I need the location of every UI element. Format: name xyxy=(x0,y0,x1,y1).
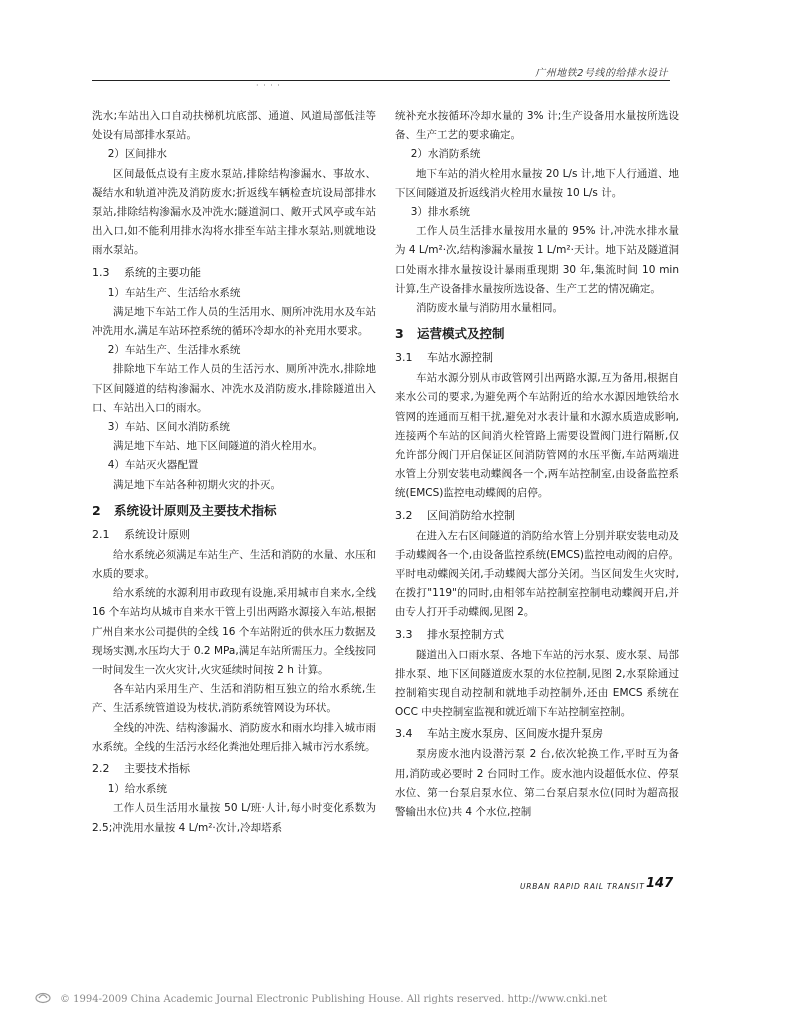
heading-number: 3.2 xyxy=(395,508,413,522)
list-item-heading: 1）车站生产、生活给水系统 xyxy=(107,286,241,299)
heading-number: 2 xyxy=(92,502,101,518)
heading-text: 运营模式及控制 xyxy=(417,326,505,342)
heading-number: 1.3 xyxy=(92,265,110,279)
subsection-heading xyxy=(395,506,679,525)
paragraph: 给水系统必须满足车站生产、生活和消防的水量、水压和水质的要求。 xyxy=(92,548,376,581)
paragraph: 隧道出入口雨水泵、各地下车站的污水泵、废水泵、局部排水泵、地下区间隧道废水泵的水位控制,见图 2,水泵除通过控制箱实现自动控制和就地手动控制外,还由 EMCS 系统在 OCC 中央控制室监视和就近端下车站控制室控制。 xyxy=(395,648,679,719)
paragraph: 消防废水量与消防用水量相同。 xyxy=(416,302,563,315)
list-item-heading: 3）车站、区间水消防系统 xyxy=(107,421,230,434)
paragraph: 统补充水按循环冷却水量的 3% 计;生产设备用水量按所选设备、生产工艺的要求确定。 xyxy=(395,110,679,142)
paragraph: 满足地下车站各种初期火灾的扑灭。 xyxy=(113,478,281,491)
copyright-line: © 1994-2009 China Academic Journal Electronic Publishing House. All rights reserved. http://www.cnki.net xyxy=(60,994,608,1005)
heading-text: 系统的主要功能 xyxy=(124,265,201,279)
paragraph: 地下车站的消火栓用水量按 20 L/s 计,地下人行通道、地下区间隧道及折返线消火栓用水量按 10 L/s 计。 xyxy=(395,167,679,199)
paragraph: 工作人员生活用水量按 50 L/班·人计,每小时变化系数为 2.5;冲洗用水量按 4 L/m²·次计,冷却塔系 xyxy=(92,802,376,834)
list-item-heading: 2）区间排水 xyxy=(107,148,167,161)
subsection-heading xyxy=(92,759,376,778)
paragraph: 各车站内采用生产、生活和消防相互独立的给水系统,生产、生活系统管道设为枝状,消防系统管网设为环状。 xyxy=(92,683,376,715)
section-heading xyxy=(92,501,376,521)
heading-number: 2.2 xyxy=(92,762,110,776)
section-heading xyxy=(395,324,679,344)
heading-number: 2.1 xyxy=(92,527,110,541)
heading-number: 3.1 xyxy=(395,351,413,365)
list-item-heading: 2）车站生产、生活排水系统 xyxy=(107,344,241,357)
paragraph: 满足地下车站、地下区间隧道的消火栓用水。 xyxy=(113,440,323,453)
list-item-heading: 2）水消防系统 xyxy=(410,148,481,161)
subsection-heading xyxy=(395,348,679,367)
paragraph: 洗水;车站出入口自动扶梯机坑底部、通道、风道局部低洼等处设有局部排水泵站。 xyxy=(92,110,376,142)
heading-text: 排水泵控制方式 xyxy=(427,627,504,641)
page-number: 147 xyxy=(646,876,674,891)
heading-text: 车站主废水泵房、区间废水提升泵房 xyxy=(427,727,603,741)
paragraph: 全线的冲洗、结构渗漏水、消防废水和雨水均排入城市雨水系统。全线的生活污水经化粪池处理后排入城市污水系统。 xyxy=(92,721,376,753)
paragraph: 给水系统的水源利用市政现有设施,采用城市自来水,全线 16 个车站均从城市自来水干管上引出两路水源接入车站,根据广州自来水公司提供的全线 16 个车站附近的供水压力数据及现场实测,水压均大于 0.2 MPa,满足车站所需压力。全线按同一时间发生一次火灾计,火灾延续时间按 2 h 计算。 xyxy=(92,587,376,677)
subsection-heading xyxy=(92,263,376,282)
header-dots: · · · · xyxy=(256,81,281,90)
paragraph: 车站水源分别从市政管网引出两路水源,互为备用,根据自来水公司的要求,为避免两个车站附近的给水水源因地铁给水管网的连通而互相干扰,避免对水表计量和水源水质造成影响,连接两个车站的区间消火栓管路上需要设置阀门进行隔断,仅允许部分阀门开启保证区间消防管网的水压平衡,车站两端进水管上分别安装电动蝶阀各一个,两车站控制室,由设备监控系统(EMCS)监控电动蝶阀的启停。 xyxy=(395,372,679,500)
heading-number: 3.3 xyxy=(395,627,413,641)
heading-number: 3.4 xyxy=(395,727,413,741)
left-column xyxy=(92,107,376,838)
heading-text: 区间消防给水控制 xyxy=(427,508,515,522)
subsection-heading xyxy=(395,724,679,743)
subsection-heading xyxy=(395,625,679,644)
paragraph: 区间最低点设有主废水泵站,排除结构渗漏水、事故水、凝结水和轨道冲洗及消防废水;折返线车辆检查坑设局部排水泵站,排除结构渗漏水及冲洗水;隧道洞口、敞开式风亭或车站出入口,如不能利用排水沟将水排至车站主排水泵站,则就地设雨水泵站。 xyxy=(92,167,376,257)
heading-number: 3 xyxy=(395,326,404,342)
heading-text: 主要技术指标 xyxy=(124,762,190,776)
paragraph: 在进入左右区间隧道的消防给水管上分别并联安装电动及手动蝶阀各一个,由设备监控系统(EMCS)监控电动阀的启停。平时电动蝶阀关闭,手动蝶阀大部分关闭。当区间发生火灾时,在拨打"119"的同时,由相邻车站控制室控制电动蝶阀开启,并由专人打开手动蝶阀,见图 2。 xyxy=(395,529,679,619)
running-title: 广州地铁2号线的给排水设计 xyxy=(535,68,668,79)
paragraph: 泵房废水池内设潜污泵 2 台,依次轮换工作,平时互为备用,消防或必要时 2 台同时工作。废水池内设超低水位、停泵水位、第一台泵启泵水位、第二台泵启泵水位(同时为超高报警输出水位)共 4 个水位,控制 xyxy=(395,748,679,819)
header-rule xyxy=(92,80,670,81)
paragraph: 工作人员生活排水量按用水量的 95% 计,冲洗水排水量为 4 L/m²·次,结构渗漏水量按 1 L/m²·天计。地下站及隧道洞口处雨水排水量按设计暴雨重现期 30 年,集流时间 10 min 计算,生产设备排水量按所选设备、生产工艺的情况确定。 xyxy=(395,225,679,295)
heading-text: 车站水源控制 xyxy=(427,351,493,365)
list-item-heading: 4）车站灭火器配置 xyxy=(107,459,199,472)
subsection-heading xyxy=(92,525,376,544)
heading-text: 系统设计原则 xyxy=(124,527,190,541)
journal-brand: URBAN RAPID RAIL TRANSIT xyxy=(520,882,645,891)
right-column xyxy=(395,107,679,822)
list-item-heading: 3）排水系统 xyxy=(410,206,470,219)
paragraph: 排除地下车站工作人员的生活污水、厕所冲洗水,排除地下区间隧道的结构渗漏水、冲洗水及消防废水,排除隧道出入口、车站出入口的雨水。 xyxy=(92,363,376,414)
cnki-logo-icon xyxy=(34,990,52,1004)
paragraph: 满足地下车站工作人员的生活用水、厕所冲洗用水及车站冲洗用水,满足车站环控系统的循环冷却水的补充用水要求。 xyxy=(92,305,376,338)
heading-text: 系统设计原则及主要技术指标 xyxy=(114,502,277,518)
list-item-heading: 1）给水系统 xyxy=(107,783,167,796)
